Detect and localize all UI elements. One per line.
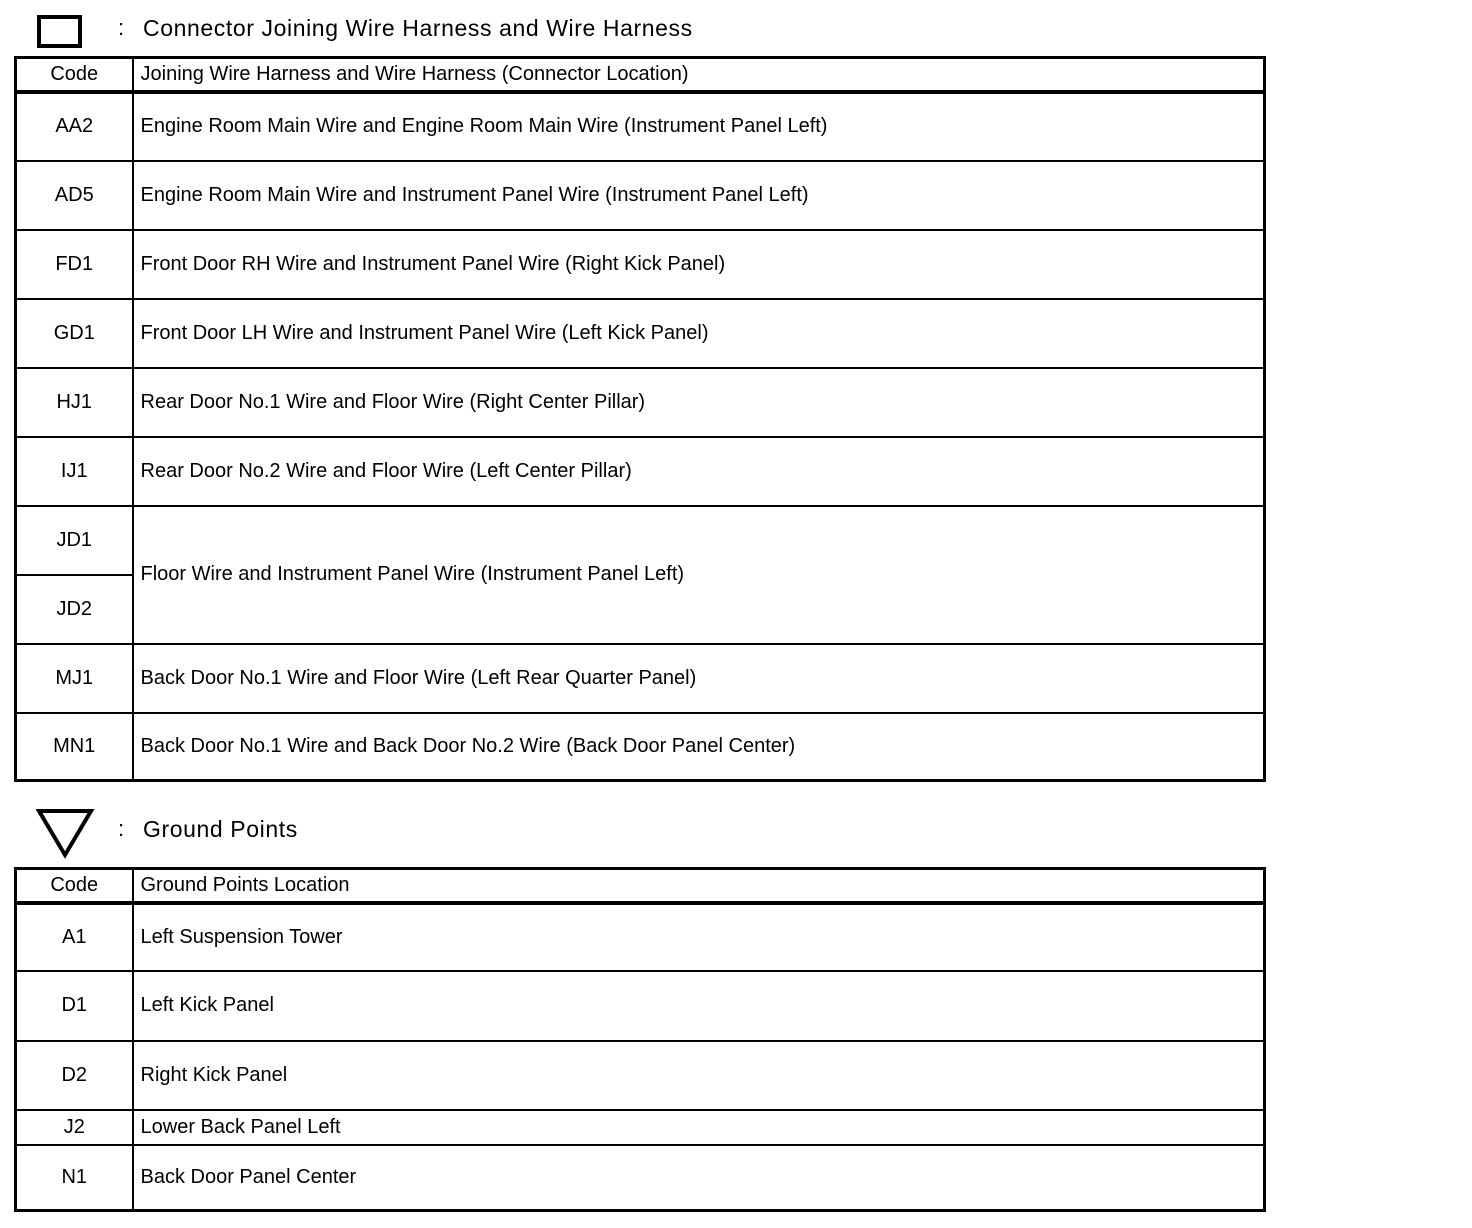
connector-location: Back Door No.1 Wire and Back Door No.2 Wire (Back Door Panel Center) — [133, 713, 1265, 781]
ground-location: Right Kick Panel — [133, 1041, 1265, 1110]
ground-code-header: Code — [16, 869, 133, 903]
ground-code: D2 — [16, 1041, 133, 1110]
table-row — [16, 903, 1265, 971]
connector-location: Front Door LH Wire and Instrument Panel Wire (Left Kick Panel) — [133, 299, 1265, 368]
ground-section-heading — [0, 808, 1472, 848]
connector-code: HJ1 — [16, 368, 133, 437]
connector-code: JD1 — [16, 506, 133, 575]
connector-location-header: Joining Wire Harness and Wire Harness (Connector Location) — [133, 58, 1265, 92]
connector-code-header: Code — [16, 58, 133, 92]
table-row — [16, 971, 1265, 1041]
connector-location: Engine Room Main Wire and Instrument Panel Wire (Instrument Panel Left) — [133, 161, 1265, 230]
connector-location: Rear Door No.1 Wire and Floor Wire (Right Center Pillar) — [133, 368, 1265, 437]
ground-heading-colon: : — [118, 816, 125, 841]
table-row — [16, 644, 1265, 713]
connector-table — [14, 56, 1266, 782]
connector-square-icon — [37, 15, 82, 53]
ground-location: Left Suspension Tower — [133, 903, 1265, 971]
table-row — [16, 506, 1265, 575]
table-row — [16, 1145, 1265, 1211]
connector-code: AA2 — [16, 92, 133, 161]
table-row — [16, 299, 1265, 368]
table-row — [16, 161, 1265, 230]
connector-section-title: Connector Joining Wire Harness and Wire Harness — [143, 15, 693, 41]
table-row — [16, 1110, 1265, 1145]
ground-location: Back Door Panel Center — [133, 1145, 1265, 1211]
table-row — [16, 437, 1265, 506]
connector-code: JD2 — [16, 575, 133, 644]
connector-table-header — [16, 58, 1265, 92]
table-row — [16, 1041, 1265, 1110]
connector-location: Rear Door No.2 Wire and Floor Wire (Left Center Pillar) — [133, 437, 1265, 506]
table-row — [16, 713, 1265, 781]
ground-location-header: Ground Points Location — [133, 869, 1265, 903]
connector-location: Back Door No.1 Wire and Floor Wire (Left Rear Quarter Panel) — [133, 644, 1265, 713]
connector-code: MJ1 — [16, 644, 133, 713]
ground-table-header — [16, 869, 1265, 903]
ground-table — [14, 867, 1266, 1212]
connector-heading-colon: : — [118, 15, 125, 40]
table-row — [16, 368, 1265, 437]
ground-triangle-icon — [36, 808, 96, 865]
ground-code: A1 — [16, 903, 133, 971]
table-row — [16, 92, 1265, 161]
connector-location: Engine Room Main Wire and Engine Room Main Wire (Instrument Panel Left) — [133, 92, 1265, 161]
connector-code: IJ1 — [16, 437, 133, 506]
connector-code: MN1 — [16, 713, 133, 781]
ground-code: N1 — [16, 1145, 133, 1211]
ground-section-title: Ground Points — [143, 816, 298, 842]
connector-code: AD5 — [16, 161, 133, 230]
ground-code: J2 — [16, 1110, 133, 1145]
ground-location: Lower Back Panel Left — [133, 1110, 1265, 1145]
connector-section-heading — [0, 10, 1472, 50]
connector-code: FD1 — [16, 230, 133, 299]
connector-code: GD1 — [16, 299, 133, 368]
connector-location: Front Door RH Wire and Instrument Panel Wire (Right Kick Panel) — [133, 230, 1265, 299]
ground-location: Left Kick Panel — [133, 971, 1265, 1041]
connector-location: Floor Wire and Instrument Panel Wire (Instrument Panel Left) — [133, 506, 1265, 644]
table-row — [16, 230, 1265, 299]
ground-code: D1 — [16, 971, 133, 1041]
